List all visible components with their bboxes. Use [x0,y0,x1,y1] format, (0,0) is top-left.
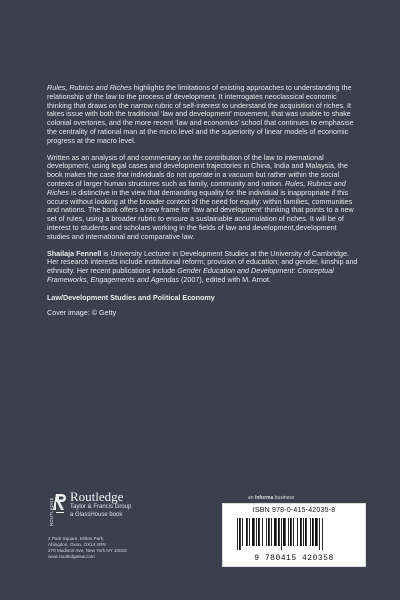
publisher-group: Taylor & Francis Group [70,504,132,510]
book-title-italic: Rules, Rubrics and Riches [47,178,346,197]
address-line: 2 Park Square, Milton Park, [48,536,105,541]
publisher-side-text: ROUTLEDGE [49,497,54,526]
book-title-italic: Rules, Rubrics and Riches [47,83,132,92]
address-line: Abingdon, Oxon, OX14 4RN [48,542,106,547]
author-bio-text: (2007), edited with M. Arnot. [178,274,271,284]
author-bio-text: is University Lecturer in Development Studies at the University of Cambridge. Her research interests include institutional reform; provision of education; and gender, kinship and ethnicity. Her recent publications include [47,248,358,276]
isbn-barcode-box [222,503,366,567]
author-name: Shailaja Fennell [47,248,102,258]
publication-title: Gender Education and Development: Conceptual Frameworks, Engagements and Agendas [47,266,334,284]
publisher-name: Routledge [70,489,124,504]
cover-image-credit: Cover image: © Getty [47,307,117,317]
address-line: 270 Madison Ave, New York NY 10016 [48,548,127,553]
barcode-digits: 9 780415 420358 [254,554,334,563]
description-text: highlights the limitations of existing approaches to understanding the relationship of the law to the process of development. It interrogates neoclassical economic thinking that draws on the narrow rubric of self-interest to understand the acquisition of riches. It takes issue with both the traditional ‘law and development’ movement, that was unable to shake colonial overtones, and the more recent ‘law and economics’ school that continues to emphasise the centrality of rational man at the micro level and the superiority of linear models of economic progress at the macro level. [47,83,354,145]
back-cover-text [47,84,359,317]
informa-business-label: an informa business [248,495,295,501]
description-paragraph-2 [47,154,359,242]
publisher-imprint: a GlassHouse book [70,511,123,518]
informa-brand: informa [254,495,274,501]
publisher-address [48,536,208,560]
description-paragraph-1 [47,84,359,146]
barcode-image [235,518,359,554]
publisher-website: www.routledgelaw.com [48,554,95,559]
description-text: is distinctive in the view that demanding equality for the individual is inappropriate if this occurs without looking at the broader context of the need for equity: within families, communities and nations. The book offers a new frame for ‘law and development’ thinking that points to a new set of rules, using a broader rubric to ensure a sustainable accumulation of riches. It will be of interest to students and scholars working in the fields of law and development,development studies and international and comparative law. [47,187,354,241]
publisher-block [48,490,208,560]
author-bio [47,250,359,285]
isbn-label: ISBN 978-0-415-42035-8 [252,507,336,514]
description-text: Written as an analysis of and commentary on the contribution of the law to international development, using legal cases and development trajectories in China, India and Malaysia, the book makes the case that individuals do not operate in a vacuum but rather within the social contexts of larger human structures such as family, community and nation. [47,152,348,188]
subject-category: Law/Development Studies and Political Economy [47,292,215,302]
routledge-logo-icon [48,490,66,528]
